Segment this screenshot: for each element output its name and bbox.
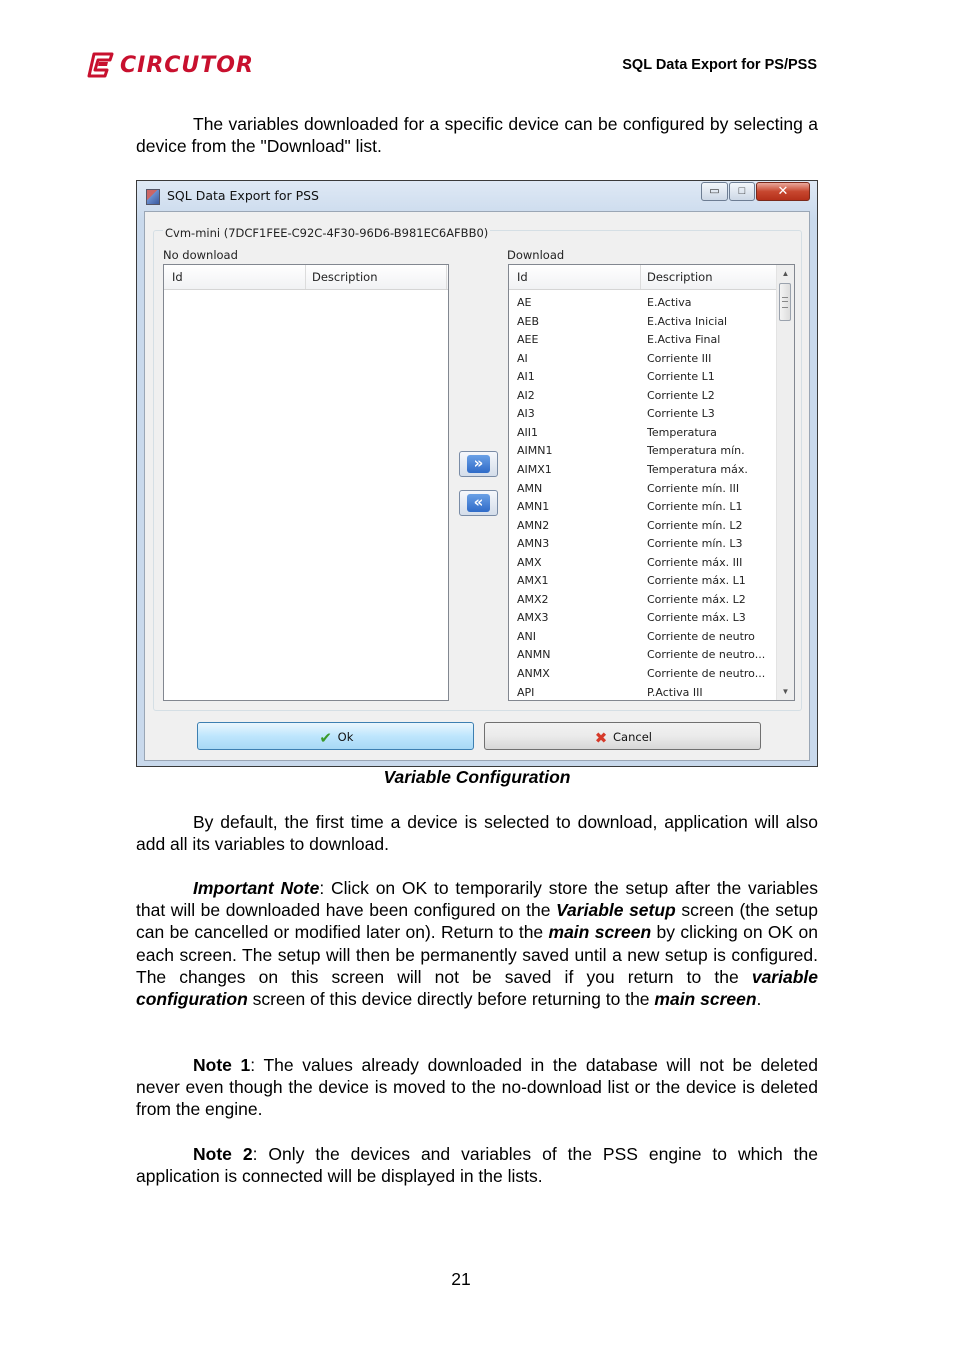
- list-item[interactable]: [509, 424, 774, 443]
- cancel-button[interactable]: [484, 722, 761, 750]
- dialog-client-area: [144, 211, 810, 761]
- device-label: Cvm-mini (7DCF1FEE-C92C-4F30-96D6-B981EC6AFBB0): [165, 226, 489, 240]
- variable-description: Corriente mín. L3: [647, 537, 743, 551]
- list-item[interactable]: [509, 572, 774, 591]
- minimize-button[interactable]: ▭: [701, 182, 728, 201]
- variable-description: Temperatura máx.: [647, 462, 748, 476]
- list-item[interactable]: [509, 368, 774, 387]
- variable-description: Corriente de neutro...: [647, 648, 766, 662]
- column-header-description[interactable]: Description: [647, 270, 713, 284]
- ok-label: Ok: [337, 730, 354, 744]
- no-download-label: No download: [163, 248, 238, 262]
- list-item[interactable]: [509, 313, 774, 332]
- variable-id: AMX1: [517, 574, 549, 588]
- list-item[interactable]: [509, 628, 774, 647]
- window-title: SQL Data Export for PSS: [167, 188, 319, 203]
- ok-button[interactable]: [197, 722, 474, 750]
- list-item[interactable]: [509, 350, 774, 369]
- figure-caption: Variable Configuration: [383, 767, 571, 787]
- column-header-id[interactable]: Id: [517, 270, 528, 284]
- variable-id: AMN3: [517, 537, 550, 551]
- download-label: Download: [507, 248, 565, 262]
- list-header: [509, 265, 794, 290]
- variable-description: Corriente mín. L1: [647, 500, 743, 514]
- variable-id: AMN1: [517, 500, 550, 514]
- variable-description: E.Activa Inicial: [647, 314, 728, 328]
- paragraph-intro: The variables downloaded for a specific device can be configured by selecting a device from the "Download" list.: [136, 114, 818, 157]
- move-to-download-button[interactable]: [459, 451, 498, 477]
- variable-description: Corriente máx. L1: [647, 574, 746, 588]
- variable-id: ANMX: [517, 667, 550, 680]
- variable-description: Corriente de neutro: [647, 629, 755, 643]
- variable-id: AI1: [517, 370, 535, 384]
- paragraph-important-note: Important Note: Click on OK to temporarily store the setup after the variables that will be downloaded have been configured on the Variable setup screen (the setup can be cancelled or modified later on). Return to the main screen by clicking on OK on each screen. The setup will then be permanently saved until a new setup is configured. The changes on this screen will not be saved if you return to the variable configuration screen of this device directly before returning to the main screen.: [136, 878, 819, 1010]
- page-number: 21: [451, 1269, 471, 1289]
- list-item[interactable]: [509, 535, 774, 554]
- paragraph-note-2: Note 2: Only the devices and variables of the PSS engine to which the application is connected will be displayed in the lists.: [136, 1144, 819, 1187]
- variable-id: AE: [517, 296, 532, 309]
- scroll-thumb[interactable]: [779, 283, 791, 321]
- paragraph-note-1: Note 1: The values already downloaded in the database will not be deleted never even though the device is moved to the no-download list or the device is deleted from the engine.: [136, 1055, 818, 1120]
- column-header-id[interactable]: Id: [172, 270, 183, 284]
- variable-id: AMX: [517, 555, 542, 569]
- variable-description: E.Activa: [647, 296, 692, 309]
- variable-description: Temperatura mín.: [647, 444, 745, 458]
- column-header-description[interactable]: Description: [312, 270, 378, 284]
- circutor-logo: [86, 50, 254, 80]
- list-item[interactable]: [509, 591, 774, 610]
- double-chevron-left-icon: «: [467, 494, 490, 512]
- circutor-logo-icon: [86, 52, 114, 78]
- maximize-button[interactable]: □: [729, 182, 755, 201]
- download-list[interactable]: [508, 264, 795, 701]
- move-to-no-download-button[interactable]: [459, 490, 498, 516]
- cancel-label: Cancel: [613, 730, 652, 744]
- close-button[interactable]: ✕: [756, 182, 810, 201]
- variable-id: AI3: [517, 407, 535, 421]
- vertical-scrollbar[interactable]: [776, 265, 794, 700]
- variable-id: AMN: [517, 481, 543, 495]
- variable-id: AIMN1: [517, 444, 553, 458]
- list-item[interactable]: [509, 442, 774, 461]
- variable-id: AEB: [517, 314, 540, 328]
- list-item[interactable]: [509, 461, 774, 480]
- variable-description: Corriente III: [647, 351, 712, 365]
- variable-description: E.Activa Final: [647, 333, 721, 347]
- list-item[interactable]: [509, 646, 774, 665]
- list-item[interactable]: [509, 294, 774, 313]
- variable-id: ANI: [517, 629, 536, 643]
- variable-description: Corriente máx. L3: [647, 611, 746, 625]
- variable-id: AIMX1: [517, 462, 552, 476]
- variable-description: Corriente máx. III: [647, 555, 743, 569]
- variable-description: Corriente máx. L2: [647, 592, 746, 606]
- title-bar[interactable]: [137, 181, 817, 211]
- no-download-list[interactable]: [163, 264, 449, 701]
- list-header: [164, 265, 448, 290]
- list-item[interactable]: [509, 331, 774, 350]
- paragraph-default: By default, the first time a device is selected to download, application will also add all its variables to download.: [136, 812, 818, 855]
- checkmark-icon: ✔: [319, 729, 332, 747]
- variable-id: AI2: [517, 388, 535, 402]
- dialog-window: [136, 180, 818, 767]
- variable-description: Corriente L2: [647, 388, 715, 402]
- list-item[interactable]: [509, 387, 774, 406]
- variable-id: AMX2: [517, 592, 549, 606]
- double-chevron-right-icon: »: [467, 455, 490, 473]
- variable-id: AI: [517, 351, 528, 365]
- logo-text: CIRCUTOR: [120, 52, 254, 78]
- variable-id: AII1: [517, 425, 539, 439]
- variable-id: AEE: [517, 333, 539, 347]
- list-item[interactable]: [509, 517, 774, 536]
- list-item[interactable]: [509, 609, 774, 628]
- scroll-up-icon[interactable]: ▲: [781, 269, 790, 278]
- list-item[interactable]: [509, 554, 774, 573]
- list-item[interactable]: [509, 480, 774, 499]
- variable-id: AMX3: [517, 611, 549, 625]
- variable-description: Corriente L1: [647, 370, 715, 384]
- variable-id: AMN2: [517, 518, 550, 532]
- app-icon: [146, 189, 160, 205]
- list-item[interactable]: [509, 665, 774, 684]
- variable-description: Temperatura: [647, 425, 717, 439]
- variable-description: Corriente mín. III: [647, 481, 740, 495]
- variable-id: ANMN: [517, 648, 551, 662]
- scroll-down-icon[interactable]: ▼: [781, 687, 790, 696]
- x-icon: ✖: [594, 729, 608, 747]
- document-title: SQL Data Export for PS/PSS: [622, 57, 817, 73]
- variable-description: P.Activa III: [647, 685, 703, 699]
- variable-description: Corriente L3: [647, 407, 715, 421]
- list-item[interactable]: [509, 405, 774, 424]
- list-item[interactable]: [509, 498, 774, 517]
- variable-id: API: [517, 685, 535, 699]
- list-item[interactable]: [509, 684, 774, 701]
- variable-description: Corriente de neutro...: [647, 667, 766, 680]
- variable-description: Corriente mín. L2: [647, 518, 743, 532]
